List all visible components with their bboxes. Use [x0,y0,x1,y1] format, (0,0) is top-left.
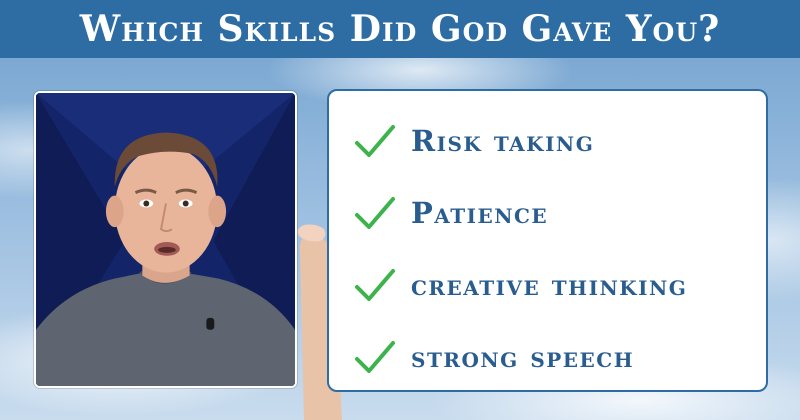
skill-label: Patience [411,196,549,230]
check-icon [353,193,397,233]
portrait-photo [34,91,297,388]
page-title: Which Skills Did God Gave You? [79,8,721,50]
skill-item [353,249,766,321]
title-bar [0,0,800,58]
skill-item [353,321,766,393]
check-icon [353,265,397,305]
skill-label: creative thinking [411,268,688,302]
portrait-image [36,93,295,386]
skills-card [327,89,768,392]
skill-item [353,105,766,177]
skill-label: strong speech [411,340,635,374]
check-icon [353,337,397,377]
skill-item [353,177,766,249]
check-icon [353,121,397,161]
skill-label: Risk taking [411,124,595,158]
